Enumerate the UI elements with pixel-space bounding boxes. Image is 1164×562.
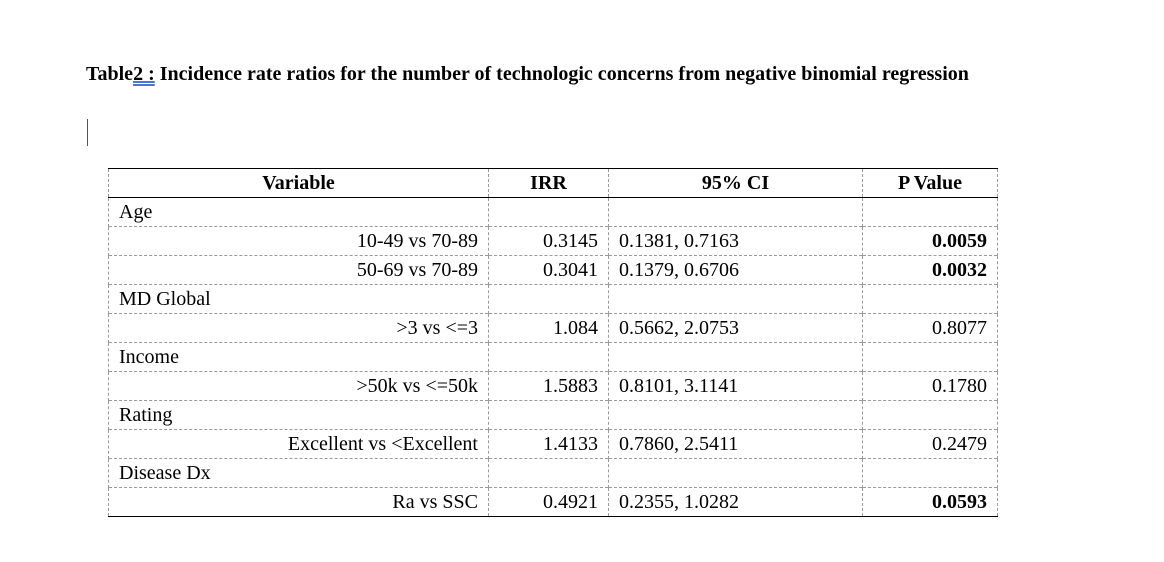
empty-cell [863, 459, 998, 488]
empty-cell [609, 285, 863, 314]
comparison-cell: 50-69 vs 70-89 [109, 256, 489, 285]
caption-number: 2 : [133, 63, 155, 85]
empty-cell [863, 285, 998, 314]
empty-cell [489, 285, 609, 314]
irr-cell: 1.084 [489, 314, 609, 343]
empty-cell [863, 401, 998, 430]
header-variable: Variable [109, 169, 489, 198]
group-row [109, 198, 998, 227]
comparison-cell: 10-49 vs 70-89 [109, 227, 489, 256]
table-caption [86, 60, 1026, 89]
group-row [109, 459, 998, 488]
ci-cell: 0.1381, 0.7163 [609, 227, 863, 256]
empty-cell [489, 401, 609, 430]
caption-text: Incidence rate ratios for the number of technologic concerns from negative binomial regression [154, 63, 969, 85]
comparison-cell: Ra vs SSC [109, 488, 489, 517]
results-table [108, 168, 998, 517]
ci-cell: 0.1379, 0.6706 [609, 256, 863, 285]
header-ci: 95% CI [609, 169, 863, 198]
group-row [109, 401, 998, 430]
table-row [109, 256, 998, 285]
header-row [109, 169, 998, 198]
text-cursor [87, 119, 88, 146]
comparison-cell: >3 vs <=3 [109, 314, 489, 343]
empty-cell [489, 343, 609, 372]
irr-cell: 0.3041 [489, 256, 609, 285]
empty-cell [863, 343, 998, 372]
table-body [109, 198, 998, 517]
table-row [109, 372, 998, 401]
group-label: Disease Dx [109, 459, 489, 488]
table-row [109, 227, 998, 256]
empty-cell [609, 198, 863, 227]
table-row [109, 488, 998, 517]
p-value-cell: 0.0032 [863, 256, 998, 285]
irr-cell: 1.5883 [489, 372, 609, 401]
empty-cell [489, 198, 609, 227]
header-p-value: P Value [863, 169, 998, 198]
ci-cell: 0.5662, 2.0753 [609, 314, 863, 343]
empty-cell [863, 198, 998, 227]
irr-cell: 1.4133 [489, 430, 609, 459]
table-row [109, 430, 998, 459]
p-value-cell: 0.0593 [863, 488, 998, 517]
comparison-cell: >50k vs <=50k [109, 372, 489, 401]
ci-cell: 0.8101, 3.1141 [609, 372, 863, 401]
group-label: Rating [109, 401, 489, 430]
comparison-cell: Excellent vs <Excellent [109, 430, 489, 459]
header-irr: IRR [489, 169, 609, 198]
ci-cell: 0.2355, 1.0282 [609, 488, 863, 517]
group-label: Age [109, 198, 489, 227]
p-value-cell: 0.2479 [863, 430, 998, 459]
ci-cell: 0.7860, 2.5411 [609, 430, 863, 459]
irr-cell: 0.4921 [489, 488, 609, 517]
caption-prefix: Table [86, 63, 134, 85]
p-value-cell: 0.0059 [863, 227, 998, 256]
p-value-cell: 0.8077 [863, 314, 998, 343]
group-label: MD Global [109, 285, 489, 314]
p-value-cell: 0.1780 [863, 372, 998, 401]
empty-cell [489, 459, 609, 488]
group-label: Income [109, 343, 489, 372]
empty-cell [609, 459, 863, 488]
group-row [109, 285, 998, 314]
empty-cell [609, 343, 863, 372]
empty-cell [609, 401, 863, 430]
group-row [109, 343, 998, 372]
irr-cell: 0.3145 [489, 227, 609, 256]
table-row [109, 314, 998, 343]
